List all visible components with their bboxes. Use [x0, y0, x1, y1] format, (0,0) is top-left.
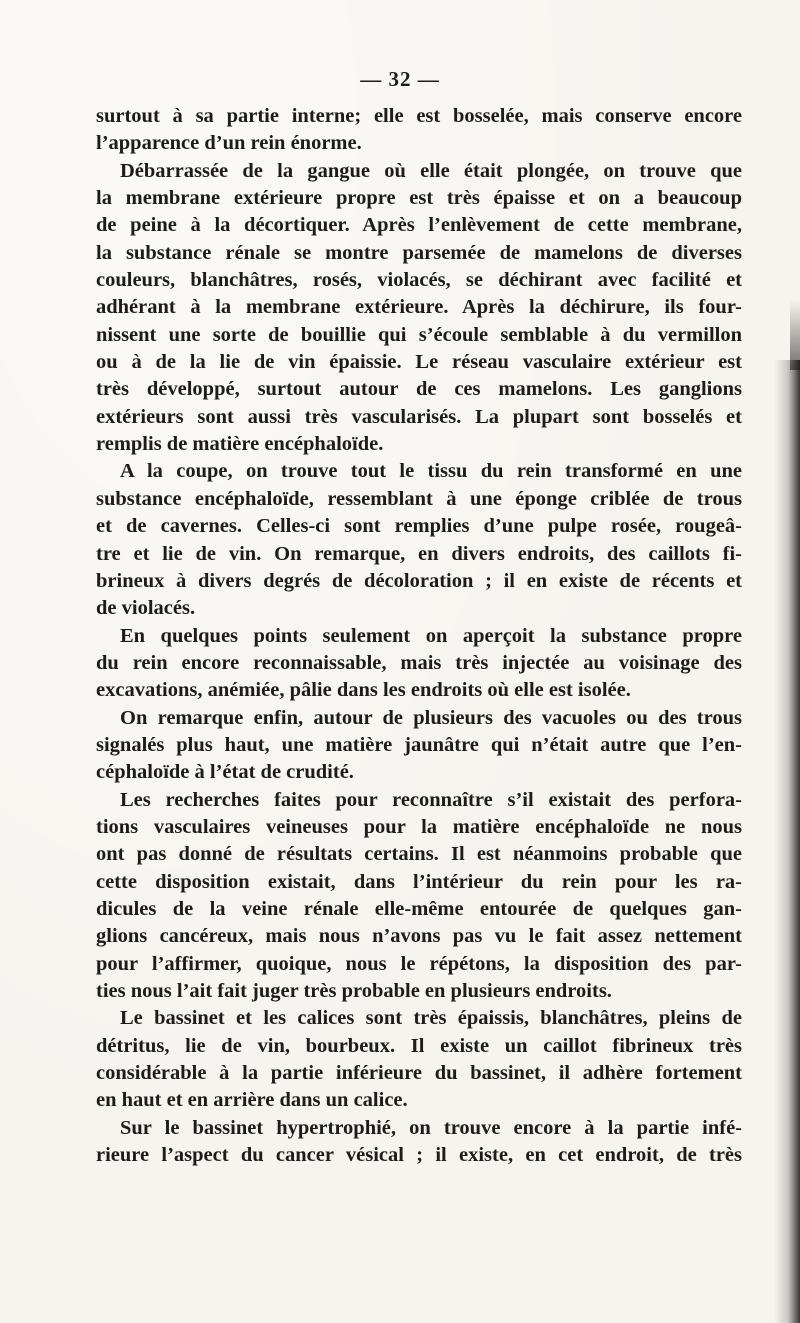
- text-line: l’apparence d’un rein énorme.: [96, 132, 362, 155]
- text-line: signalés plus haut, une matière jaunâtre qui n’était autre que l’en-: [96, 733, 742, 756]
- text-line: considérable à la partie inférieure du bassinet, il adhère fortement: [96, 1062, 742, 1085]
- text-line: extérieurs sont aussi très vascularisés. La plupart sont bosselés et: [96, 405, 742, 428]
- text-line: tre et lie de vin. On remarque, en divers endroits, des caillots fi-: [96, 542, 742, 565]
- text-line: remplis de matière encéphaloïde.: [96, 433, 384, 456]
- text-line: la membrane extérieure propre est très épaisse et on a beaucoup: [96, 187, 742, 210]
- text-line: brineux à divers degrés de décoloration ; il en existe de récents et: [96, 569, 742, 592]
- text-line: de violacés.: [96, 597, 196, 620]
- text-line: Le bassinet et les calices sont très épaissis, blanchâtres, pleins de: [120, 1007, 742, 1030]
- text-line: de peine à la décortiquer. Après l’enlèvement de cette membrane,: [96, 214, 742, 237]
- text-line: dicules de la veine rénale elle-même entourée de quelques gan-: [96, 897, 742, 920]
- text-line: En quelques points seulement on aperçoit la substance propre: [120, 624, 742, 647]
- text-line: en haut et en arrière dans un calice.: [96, 1089, 408, 1112]
- text-line: rieure l’aspect du cancer vésical ; il existe, en cet endroit, de très: [96, 1144, 742, 1167]
- text-line: pour l’affirmer, quoique, nous le répétons, la disposition des par-: [96, 952, 742, 975]
- text-line: nissent une sorte de bouillie qui s’écoule semblable à du vermillon: [96, 323, 742, 346]
- text-line: du rein encore reconnaissable, mais très injectée au voisinage des: [96, 651, 742, 674]
- text-line: céphaloïde à l’état de crudité.: [96, 761, 354, 784]
- text-line: détritus, lie de vin, bourbeux. Il existe un caillot fibrineux très: [96, 1034, 742, 1057]
- text-line: ont pas donné de résultats certains. Il est néanmoins probable que: [96, 843, 742, 866]
- text-line: glions cancéreux, mais nous n’avons pas vu le fait assez nettement: [96, 925, 742, 948]
- text-line: couleurs, blanchâtres, rosés, violacés, se déchirant avec facilité et: [96, 269, 742, 292]
- text-line: Débarrassée de la gangue où elle était plongée, on trouve que: [120, 159, 742, 182]
- text-line: excavations, anémiée, pâlie dans les endroits où elle est isolée.: [96, 679, 631, 702]
- text-line: substance encéphaloïde, ressemblant à une éponge criblée de trous: [96, 487, 742, 510]
- text-line: tions vasculaires veineuses pour la matière encéphaloïde ne nous: [96, 815, 742, 838]
- page-number: — 32 —: [360, 67, 440, 91]
- text-line: cette disposition existait, dans l’intérieur du rein pour les ra-: [96, 870, 742, 893]
- text-line: A la coupe, on trouve tout le tissu du rein transformé en une: [120, 460, 742, 483]
- text-line: Sur le bassinet hypertrophié, on trouve encore à la partie infé-: [120, 1116, 742, 1139]
- text-line: et de cavernes. Celles-ci sont remplies d’une pulpe rosée, rougeâ-: [96, 515, 742, 538]
- page-edge-shadow: [774, 360, 800, 1323]
- text-line: ou à de la lie de vin épaissie. Le réseau vasculaire extérieur est: [96, 351, 742, 374]
- text-line: On remarque enfin, autour de plusieurs des vacuoles ou des trous: [120, 706, 742, 729]
- text-line: très développé, surtout autour de ces mamelons. Les ganglions: [96, 378, 742, 401]
- text-line: ties nous l’ait fait juger très probable en plusieurs endroits.: [96, 980, 612, 1002]
- text-line: Les recherches faites pour reconnaître s’il existait des perfora-: [120, 788, 742, 811]
- text-line: surtout à sa partie interne; elle est bosselée, mais conserve encore: [96, 105, 742, 127]
- text-line: la substance rénale se montre parsemée de mamelons de diverses: [96, 241, 742, 264]
- text-line: adhérant à la membrane extérieure. Après la déchirure, ils four-: [96, 296, 742, 319]
- body-text: [96, 103, 742, 1169]
